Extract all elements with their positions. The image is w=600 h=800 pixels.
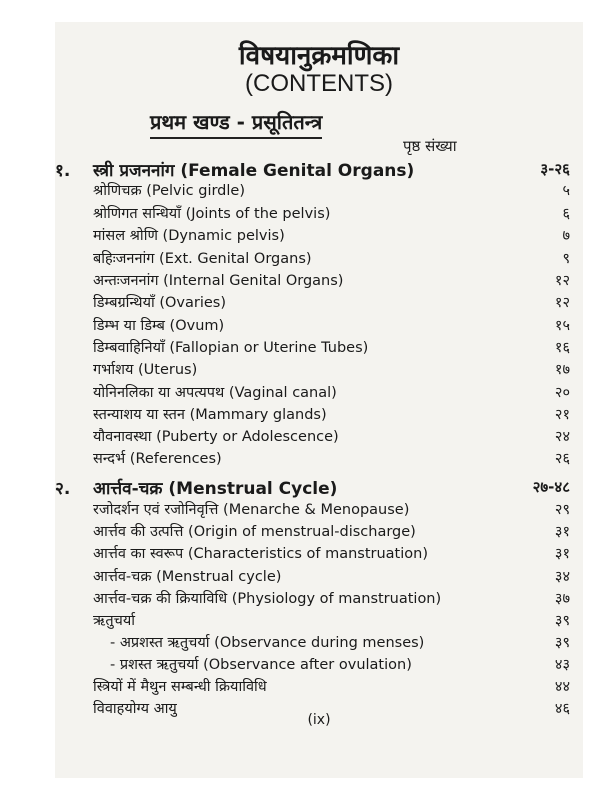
toc-page-number: २१ [554,407,570,423]
toc-entry [93,225,285,245]
toc-page-number: ३७ [554,591,570,607]
toc-page-number: १६ [554,340,570,356]
toc-section-entry [55,158,414,181]
toc-entry-title: ऋतुचर्या [93,613,136,629]
toc-entry [93,588,441,608]
toc-page-number: ३४ [554,569,570,585]
toc-entry [93,359,197,379]
toc-entry-title: बहिःजननांग (Ext. Genital Organs) [93,251,312,267]
toc-entry [93,315,224,335]
toc-entry-title: विवाहयोग्य आयु [93,701,177,717]
toc-entry-title: - प्रशस्त ऋतुचर्या (Observance after ovulation) [110,657,412,673]
toc-entry-title: स्तन्याशय या स्तन (Mammary glands) [93,407,327,423]
toc-entry-title: आर्त्तव-चक्र की क्रियाविधि (Physiology of manstruation) [93,591,442,607]
toc-entry-title: डिम्भ या डिम्ब (Ovum) [93,318,225,334]
toc-page-number: ४४ [554,679,570,695]
toc-section-number: १. [55,161,71,181]
toc-entry-title: डिम्बवाहिनियाँ (Fallopian or Uterine Tubes) [93,340,369,356]
toc-entry [110,654,412,674]
toc-entry-title: - अप्रशस्त ऋतुचर्या (Observance during menses) [110,635,425,651]
toc-page-number: ४६ [554,701,570,717]
toc-entry [93,337,368,357]
page-footer-number: (ix) [307,712,331,728]
toc-entry-title: अन्तःजननांग (Internal Genital Organs) [93,273,344,289]
toc-page-number: १५ [554,318,570,334]
toc-page-number: ३१ [554,546,570,562]
contents-title-hindi: विषयानुक्रमणिका [238,41,400,71]
toc-entry-title: रजोदर्शन एवं रजोनिवृत्ति (Menarche & Menopause) [93,502,410,518]
toc-entry [93,676,267,696]
toc-section-entry [55,476,337,499]
book-page [55,22,583,778]
toc-page-number: २९ [554,502,570,518]
toc-entry [93,292,226,312]
toc-page-number: ७ [562,228,570,244]
toc-entry-title: मांसल श्रोणि (Dynamic pelvis) [93,228,285,244]
toc-page-number: २६ [554,451,570,467]
toc-entry [93,203,330,223]
toc-entry-title: श्रोणिचक्र (Pelvic girdle) [93,183,245,199]
toc-entry-title: श्रोणिगत सन्धियाँ (Joints of the pelvis) [93,206,331,222]
toc-entry [93,521,416,541]
toc-entry [93,543,428,563]
toc-entry-title: गर्भाशय (Uterus) [93,362,198,378]
toc-entry-title: आर्त्तव का स्वरूप (Characteristics of manstruation) [93,546,428,562]
toc-entry [93,404,327,424]
toc-entry-title: स्त्रियों में मैथुन सम्बन्धी क्रियाविधि [93,679,267,695]
toc-entry-title: स्त्री प्रजननांग (Female Genital Organs) [93,161,415,181]
toc-page-number: २७-४८ [532,478,570,496]
toc-page-number: २० [554,385,570,401]
toc-page-number: ५ [562,183,570,199]
toc-page-number: १२ [554,273,570,289]
toc-entry [93,180,245,200]
toc-entry-title: यौवनावस्था (Puberty or Adolescence) [93,429,339,445]
toc-page-number: ३१ [554,524,570,540]
toc-entry [93,270,343,290]
toc-entry [93,426,339,446]
toc-page-number: ३९ [554,635,570,651]
toc-entry-title: आर्त्तव की उत्पत्ति (Origin of menstrual-discharge) [93,524,416,540]
toc-entry [93,610,135,630]
toc-page-number: ३-२६ [540,160,570,178]
toc-page-number: १२ [554,295,570,311]
toc-page-number: ३९ [554,613,570,629]
toc-entry-title: आर्त्तव-चक्र (Menstrual cycle) [93,569,282,585]
part-title: प्रथम खण्ड - प्रसूतितन्त्र [150,108,322,139]
toc-page-number: २४ [554,429,570,445]
toc-entry [110,632,424,652]
toc-page-number: १७ [554,362,570,378]
page-number-heading: पृष्ठ संख्या [403,137,457,155]
toc-entry [93,566,281,586]
toc-page-number: ६ [562,206,570,222]
toc-entry-title: सन्दर्भ (References) [93,451,222,467]
toc-entry-title: डिम्बग्रन्थियाँ (Ovaries) [93,295,227,311]
toc-entry-title: आर्त्तव-चक्र (Menstrual Cycle) [93,479,338,499]
toc-section-number: २. [55,479,71,499]
toc-page-number: ९ [562,251,570,267]
toc-entry-title: योनिनलिका या अपत्यपथ (Vaginal canal) [93,385,337,401]
toc-page-number: ४३ [554,657,570,673]
contents-title-english: (CONTENTS) [245,70,393,97]
toc-entry [93,499,409,519]
toc-entry [93,248,312,268]
toc-entry [93,448,222,468]
toc-entry [93,382,337,402]
